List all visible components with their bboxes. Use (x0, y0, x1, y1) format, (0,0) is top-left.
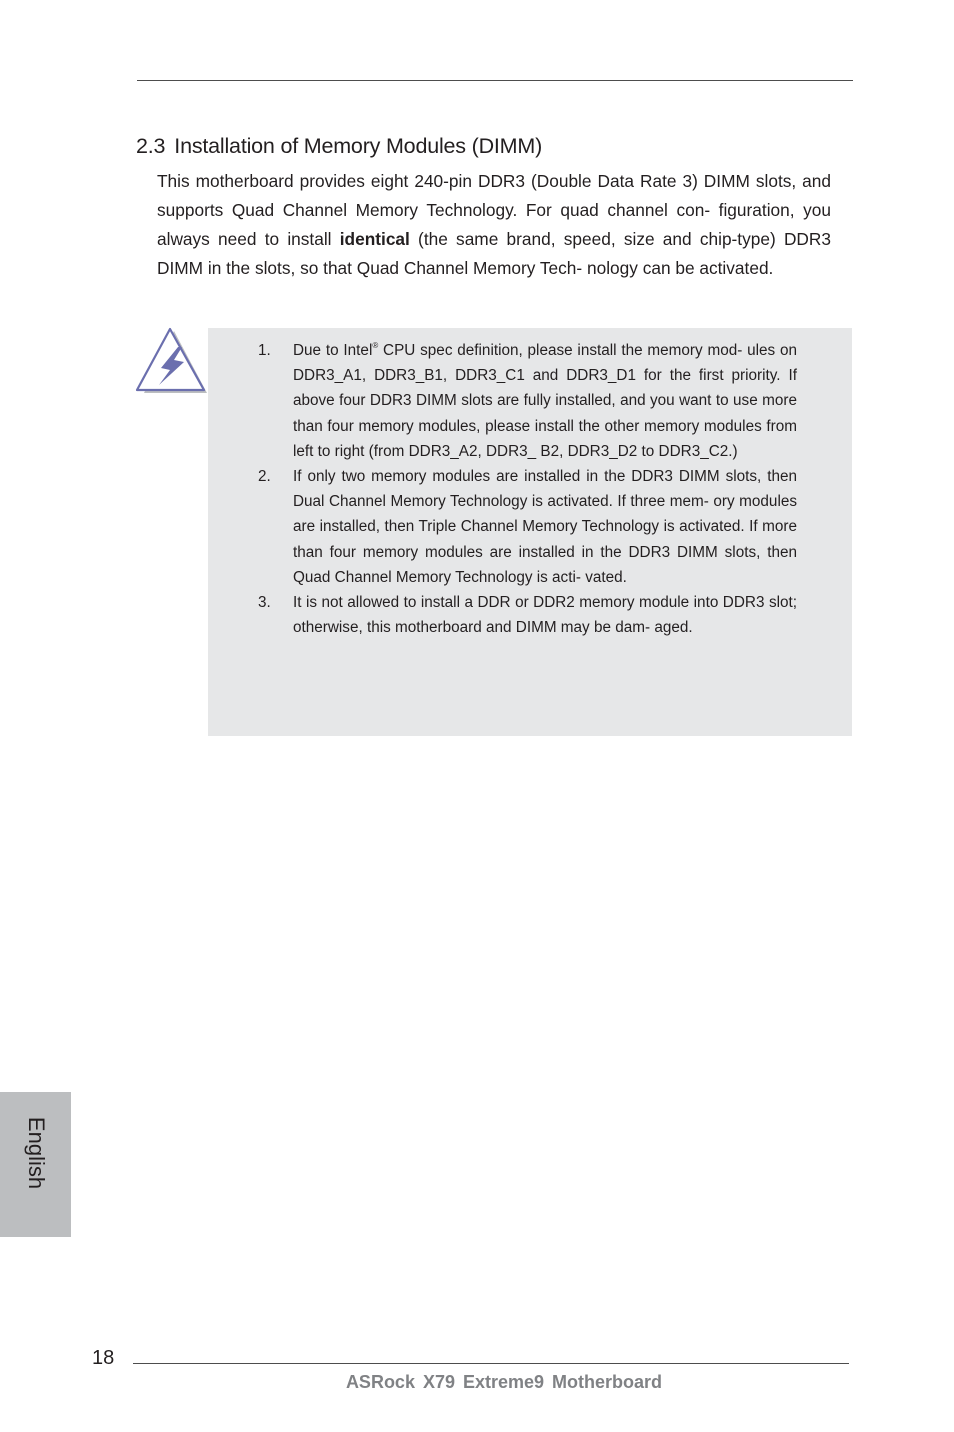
page-number: 18 (92, 1347, 115, 1369)
caution-note-list (258, 338, 797, 640)
intro-bold-word: identical (339, 229, 410, 249)
note-text: If only two memory modules are installed in the DDR3 DIMM slots, then Dual Channel Memory Technology is activated. If three mem- ory modules are installed, then Triple Channel Memory Technology is activated. If more than four memory modules are installed in the DDR3 DIMM slots, then Quad Channel Memory Technology is acti- vated. (293, 468, 797, 586)
section-number: 2.3 (136, 134, 166, 158)
note-item (258, 338, 797, 464)
note-number: 1. (258, 342, 271, 359)
intro-text-end: (the same brand, speed, size and chip-type) DDR3 DIMM in the slots, so that Quad Channel Memory Tech- nology can be activated. (157, 229, 831, 278)
note-text: It is not allowed to install a DDR or DDR2 memory module into DDR3 slot; otherwise, this motherboard and DIMM may be dam- aged. (293, 594, 797, 637)
warning-lightning-icon (134, 327, 210, 399)
note-item (258, 590, 797, 640)
footer-rule (133, 1363, 849, 1364)
note-item (258, 464, 797, 590)
section-title: Installation of Memory Modules (DIMM) (174, 134, 543, 158)
top-rule (137, 80, 853, 81)
section-heading (136, 134, 542, 159)
note-number: 2. (258, 468, 271, 486)
note-text: CPU spec definition, please install the memory mod- ules on DDR3_A1, DDR3_B1, DDR3_C1 and DDR3_D1 for the first priority. If above four DDR3 DIMM slots are fully installed, and you want to use more than four memory modules, please install the other memory modules from left to right (from DDR3_A2, DDR3_ B2, DDR3_D2 to DDR3_C2.) (293, 342, 797, 460)
language-tab-label: English (24, 1116, 49, 1190)
note-text-start: Due to Intel (293, 342, 373, 359)
note-number: 3. (258, 594, 271, 612)
intro-text-start: This motherboard provides eight 240-pin DDR3 (Double Data Rate 3) DIMM slots, and supports Quad Channel Memory Technology. For quad channel con- figuration, you always need to install (157, 171, 831, 249)
footer-title: ASRock X79 Extreme9 Motherboard (345, 1372, 663, 1392)
registered-mark: ® (372, 341, 379, 350)
intro-paragraph (157, 167, 831, 283)
